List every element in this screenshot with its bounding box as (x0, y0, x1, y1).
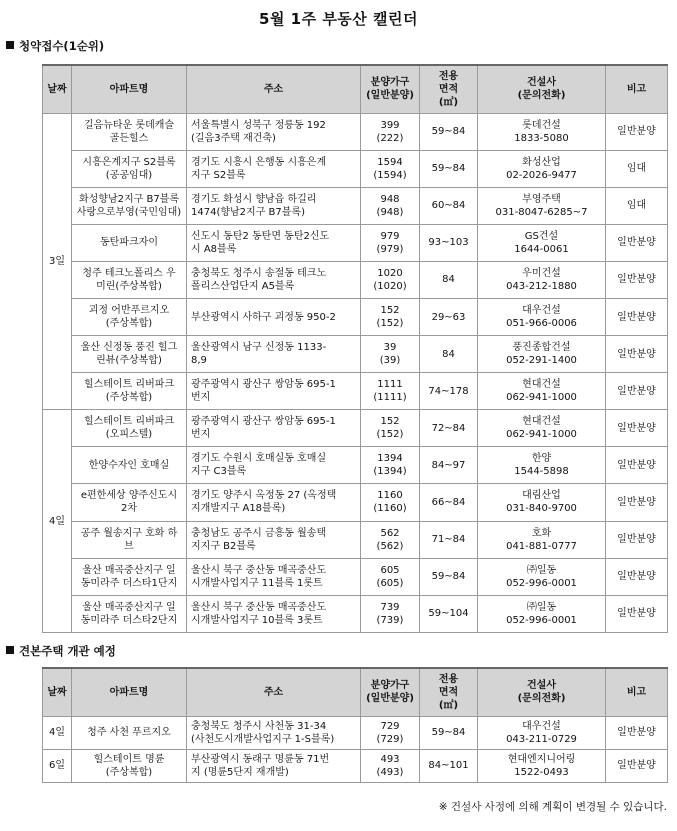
table-row (43, 749, 668, 782)
cell-builder: ㈜일동 052-996-0001 (478, 558, 606, 595)
header-note: 비고 (606, 668, 668, 716)
cell-area: 74~178 (420, 373, 478, 410)
cell-note: 일반분양 (606, 716, 668, 749)
cell-apt: 힐스테이트 리버파크 (오피스텔) (72, 410, 187, 447)
page-title: 5월 1주 부동산 캘린더 (259, 10, 418, 28)
cell-apt: 청주 테크노폴리스 우 미린(주상복합) (72, 261, 187, 298)
table-row (43, 298, 668, 335)
table-header-row (43, 65, 668, 113)
section-label: 견본주택 개관 예정 (19, 644, 116, 658)
cell-units: 729 (729) (361, 716, 420, 749)
cell-units: 399 (222) (361, 113, 420, 150)
table-row (43, 113, 668, 150)
cell-note: 일반분양 (606, 558, 668, 595)
cell-addr: 울산시 북구 중산동 매곡중산도 시개발사업지구 11블록 1롯트 (187, 558, 361, 595)
header-apt: 아파트명 (72, 65, 187, 113)
cell-apt: 동탄파크자이 (72, 224, 187, 261)
table-row (43, 410, 668, 447)
cell-units: 1160 (1160) (361, 484, 420, 521)
square-bullet-icon (6, 41, 14, 49)
cell-builder: 현대엔지니어링 1522-0493 (478, 749, 606, 782)
header-units: 분양가구 (일반분양) (361, 65, 420, 113)
square-bullet-icon (6, 646, 14, 654)
header-builder: 건설사 (문의전화) (478, 65, 606, 113)
table-row (43, 224, 668, 261)
cell-apt: 시흥은계지구 S2블록 (공공임대) (72, 150, 187, 187)
cell-area: 59~84 (420, 150, 478, 187)
header-area: 전용 면적 (㎡) (420, 668, 478, 716)
cell-area: 84~101 (420, 749, 478, 782)
cell-date: 4일 (43, 410, 72, 633)
cell-builder: 대림산업 031-840-9700 (478, 484, 606, 521)
table-row (43, 150, 668, 187)
subscription-table (42, 64, 668, 633)
cell-area: 60~84 (420, 187, 478, 224)
table-row (43, 336, 668, 373)
cell-note: 일반분양 (606, 336, 668, 373)
header-address: 주소 (187, 668, 361, 716)
cell-apt: 울산 매곡중산지구 일 동미라주 더스타2단지 (72, 595, 187, 632)
table-row (43, 558, 668, 595)
cell-area: 84 (420, 336, 478, 373)
cell-note: 일반분양 (606, 261, 668, 298)
section-heading-model-house (6, 643, 116, 659)
cell-apt: 힐스테이트 리버파크 (주상복합) (72, 373, 187, 410)
cell-area: 29~63 (420, 298, 478, 335)
cell-area: 72~84 (420, 410, 478, 447)
cell-units: 152 (152) (361, 298, 420, 335)
cell-date: 6일 (43, 749, 72, 782)
cell-date: 3일 (43, 113, 72, 410)
cell-addr: 경기도 수원시 호매실동 호매실 지구 C3블록 (187, 447, 361, 484)
cell-apt: 괴정 어반푸르지오 (주상복합) (72, 298, 187, 335)
cell-area: 59~104 (420, 595, 478, 632)
cell-note: 일반분양 (606, 447, 668, 484)
table-row (43, 373, 668, 410)
cell-date: 4일 (43, 716, 72, 749)
cell-addr: 울산광역시 남구 신정동 1133- 8,9 (187, 336, 361, 373)
cell-addr: 울산시 북구 중산동 매곡중산도 시개발사업지구 10블록 3롯트 (187, 595, 361, 632)
cell-note: 일반분양 (606, 595, 668, 632)
cell-apt: 화성향남2지구 B7블록 사랑으로부영(국민임대) (72, 187, 187, 224)
cell-addr: 충청북도 청주시 사천동 31-34 (사천도시개발사업지구 1-S블록) (187, 716, 361, 749)
cell-note: 일반분양 (606, 373, 668, 410)
cell-area: 93~103 (420, 224, 478, 261)
cell-note: 일반분양 (606, 484, 668, 521)
cell-builder: 현대건설 062-941-1000 (478, 373, 606, 410)
table-row (43, 716, 668, 749)
cell-note: 일반분양 (606, 521, 668, 558)
cell-builder: 호화 041-881-0777 (478, 521, 606, 558)
cell-area: 84 (420, 261, 478, 298)
cell-area: 59~84 (420, 716, 478, 749)
header-date: 날짜 (43, 668, 72, 716)
cell-apt: 길음뉴타운 롯데캐슬 골든힐스 (72, 113, 187, 150)
cell-note: 일반분양 (606, 410, 668, 447)
cell-note: 일반분양 (606, 224, 668, 261)
cell-note: 임대 (606, 150, 668, 187)
cell-area: 84~97 (420, 447, 478, 484)
cell-apt: 울산 신정동 풍진 힐그 린뷰(주상복합) (72, 336, 187, 373)
header-units: 분양가구 (일반분양) (361, 668, 420, 716)
cell-area: 59~84 (420, 558, 478, 595)
header-address: 주소 (187, 65, 361, 113)
table-row (43, 447, 668, 484)
model-house-table (42, 667, 668, 783)
cell-builder: 대우건설 051-966-0006 (478, 298, 606, 335)
cell-units: 152 (152) (361, 410, 420, 447)
cell-addr: 경기도 시흥시 은행동 시흥은계 지구 S2블록 (187, 150, 361, 187)
cell-builder: 풍진종합건설 052-291-1400 (478, 336, 606, 373)
section-heading-subscription (6, 38, 104, 54)
cell-apt: 울산 매곡중산지구 일 동미라주 더스타1단지 (72, 558, 187, 595)
header-builder: 건설사 (문의전화) (478, 668, 606, 716)
cell-note: 일반분양 (606, 749, 668, 782)
table-header-row (43, 668, 668, 716)
cell-units: 1111 (1111) (361, 373, 420, 410)
cell-units: 562 (562) (361, 521, 420, 558)
cell-builder: 롯데건설 1833-5080 (478, 113, 606, 150)
cell-area: 71~84 (420, 521, 478, 558)
cell-builder: ㈜일동 052-996-0001 (478, 595, 606, 632)
cell-apt: 공주 월송지구 호화 하 브 (72, 521, 187, 558)
header-apt: 아파트명 (72, 668, 187, 716)
cell-units: 605 (605) (361, 558, 420, 595)
footnote: ※ 건설사 사정에 의해 계획이 변경될 수 있습니다. (438, 801, 667, 813)
cell-builder: 우미건설 043-212-1880 (478, 261, 606, 298)
cell-builder: 현대건설 062-941-1000 (478, 410, 606, 447)
cell-area: 66~84 (420, 484, 478, 521)
cell-units: 493 (493) (361, 749, 420, 782)
cell-addr: 경기도 화성시 향남읍 하길리 1474(향남2지구 B7블록) (187, 187, 361, 224)
table-row (43, 484, 668, 521)
cell-addr: 서울특별시 성북구 정릉동 192 (길음3주택 재건축) (187, 113, 361, 150)
cell-units: 1594 (1594) (361, 150, 420, 187)
header-note: 비고 (606, 65, 668, 113)
cell-area: 59~84 (420, 113, 478, 150)
cell-builder: GS건설 1644-0061 (478, 224, 606, 261)
cell-builder: 화성산업 02-2026-9477 (478, 150, 606, 187)
cell-builder: 대우건설 043-211-0729 (478, 716, 606, 749)
cell-addr: 부산광역시 사하구 괴정동 950-2 (187, 298, 361, 335)
header-area: 전용 면적 (㎡) (420, 65, 478, 113)
table-row (43, 521, 668, 558)
cell-addr: 경기도 양주시 옥정동 27 (옥정택 지개발지구 A18블록) (187, 484, 361, 521)
cell-addr: 충청북도 청주시 송절동 테크노 폴리스산업단지 A5블록 (187, 261, 361, 298)
cell-addr: 광주광역시 광산구 쌍암동 695-1 번지 (187, 410, 361, 447)
table-row (43, 595, 668, 632)
table-row (43, 261, 668, 298)
cell-addr: 충청남도 공주시 금흥동 월송택 지지구 B2블록 (187, 521, 361, 558)
cell-note: 일반분양 (606, 113, 668, 150)
cell-units: 1020 (1020) (361, 261, 420, 298)
cell-units: 948 (948) (361, 187, 420, 224)
cell-units: 979 (979) (361, 224, 420, 261)
table-row (43, 187, 668, 224)
cell-apt: e편한세상 양주신도시 2차 (72, 484, 187, 521)
cell-addr: 신도시 동탄2 동탄면 동탄2신도 시 A8블록 (187, 224, 361, 261)
cell-addr: 부산광역시 동래구 명륜동 71번 지 (명륜5단지 재개발) (187, 749, 361, 782)
cell-apt: 힐스테이트 명륜 (주상복합) (72, 749, 187, 782)
header-date: 날짜 (43, 65, 72, 113)
section-label: 청약접수(1순위) (19, 39, 105, 53)
cell-apt: 청주 사천 푸르지오 (72, 716, 187, 749)
cell-builder: 부영주택 031-8047-6285~7 (478, 187, 606, 224)
cell-note: 일반분양 (606, 298, 668, 335)
cell-units: 1394 (1394) (361, 447, 420, 484)
cell-addr: 광주광역시 광산구 쌍암동 695-1 번지 (187, 373, 361, 410)
cell-note: 임대 (606, 187, 668, 224)
cell-units: 739 (739) (361, 595, 420, 632)
cell-builder: 한양 1544-5898 (478, 447, 606, 484)
cell-units: 39 (39) (361, 336, 420, 373)
cell-apt: 한양수자인 호매실 (72, 447, 187, 484)
